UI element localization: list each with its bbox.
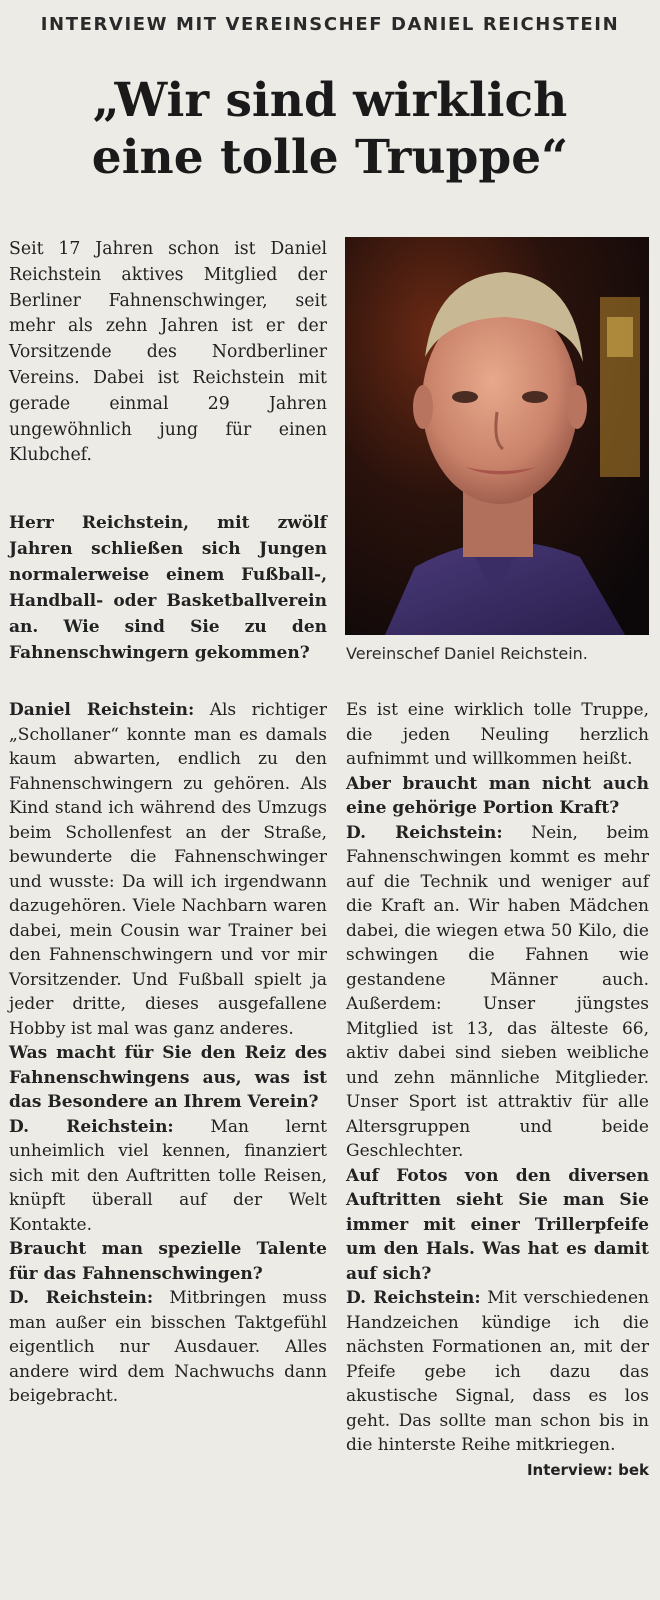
headline-line-2: eine tolle Truppe“ (91, 130, 569, 185)
question-3: Braucht man spezielle Talente für das Fahnenschwingen? (9, 1239, 327, 1284)
answer-3 (9, 1286, 327, 1409)
question-4: Aber braucht man nicht auch eine gehörige Portion Kraft? (346, 773, 649, 818)
answer-text: Mit verschiedenen Handzeichen kündige ich die nächsten Formationen an, mit der Pfeife gebe ich dazu das akustische Signal, dass es los geht. Das sollte man schon bis in die hinterste Reihe mitkriegen. (346, 1288, 649, 1455)
speaker-label: D. Reichstein: (346, 822, 503, 843)
answer-text: Als richtiger „Schollaner“ konnte man es damals kaum abwarten, endlich zu den Fahnenschwingern zu gehören. Als Kind stand ich während des Umzugs beim Schollenfest an der Straße, bewunderte die Fahnenschwinger und wusste: Da will ich irgendwann dazugehören. Viele Nachbarn waren dabei, mein Cousin war Trainer bei den Fahnenschwingern und vor mir Vorsitzender. Und Fußball spielt ja jeder dritte, dieses ausgefallene Hobby ist mal was ganz anderes. (9, 700, 327, 1039)
question-1-block (9, 510, 327, 666)
answer-5 (346, 1286, 649, 1458)
answer-text: Mitbringen muss man außer ein bisschen Taktgefühl eigentlich nur Ausdauer. Alles andere wird dem Nachwuchs dann beigebracht. (9, 1288, 327, 1406)
speaker-label: D. Reichstein: (9, 1288, 154, 1308)
question-1: Herr Reichstein, mit zwölf Jahren schließen sich Jungen normalerweise einem Fußball-, Handball- oder Basketballverein an. Wie sind Sie zu den Fahnenschwingern gekommen? (9, 513, 327, 663)
headline-line-1: „Wir sind wirklich (92, 73, 568, 128)
answer-4 (346, 821, 649, 1164)
article-headline (0, 72, 660, 186)
interview-signoff: Interview: bek (526, 1460, 649, 1479)
answer-2 (9, 1115, 327, 1238)
photo-caption: Vereinschef Daniel Reichstein. (346, 644, 588, 663)
portrait-photo (345, 237, 649, 635)
answer-3-continued: Es ist eine wirklich tolle Truppe, die jeden Neuling herzlich aufnimmt und willkommen heißt. (346, 700, 649, 769)
question-2: Was macht für Sie den Reiz des Fahnenschwingens aus, was ist das Besondere an Ihrem Verein? (9, 1043, 327, 1112)
speaker-label: Daniel Reichstein: (9, 700, 195, 720)
intro-text: Seit 17 Jahren schon ist Daniel Reichstein aktives Mitglied der Berliner Fahnenschwinger, seit mehr als zehn Jahren ist er der Vorsitzende des Nordberliner Vereins. Dabei ist Reichstein mit gerade einmal 29 Jahren ungewöhnlich jung für einen Klubchef. (9, 239, 327, 466)
answer-text: Nein, beim Fahnenschwingen kommt es mehr auf die Technik und weniger auf die Kraft an. Wir haben Mädchen dabei, die wiegen etwa 50 Kilo, die schwingen die Fahnen wie gestandene Männer auch. Außerdem: Unser jüngstes Mitglied ist 13, das älteste 66, aktiv dabei sind sieben weibliche und zehn männliche Mitglieder. Unser Sport ist attraktiv für alle Altersgruppen und beide Geschlechter. (346, 822, 649, 1161)
column-b (346, 698, 649, 1482)
speaker-label: D. Reichstein: (346, 1288, 481, 1308)
question-5: Auf Fotos von den diversen Auftritten sieht Sie man Sie immer mit einer Trillerpfeife um den Hals. Was hat es damit auf sich? (346, 1165, 649, 1284)
answer-1 (9, 698, 327, 1041)
portrait-illustration (345, 237, 649, 635)
column-a (9, 698, 327, 1409)
intro-paragraph (9, 237, 327, 469)
answer-text: Man lernt unheimlich viel kennen, finanziert sich mit den Auftritten tolle Reisen, knüpft überall auf der Welt Kontakte. (9, 1116, 328, 1235)
speaker-label: D. Reichstein: (9, 1116, 174, 1137)
article-kicker: INTERVIEW MIT VEREINSCHEF DANIEL REICHSTEIN (40, 14, 620, 35)
